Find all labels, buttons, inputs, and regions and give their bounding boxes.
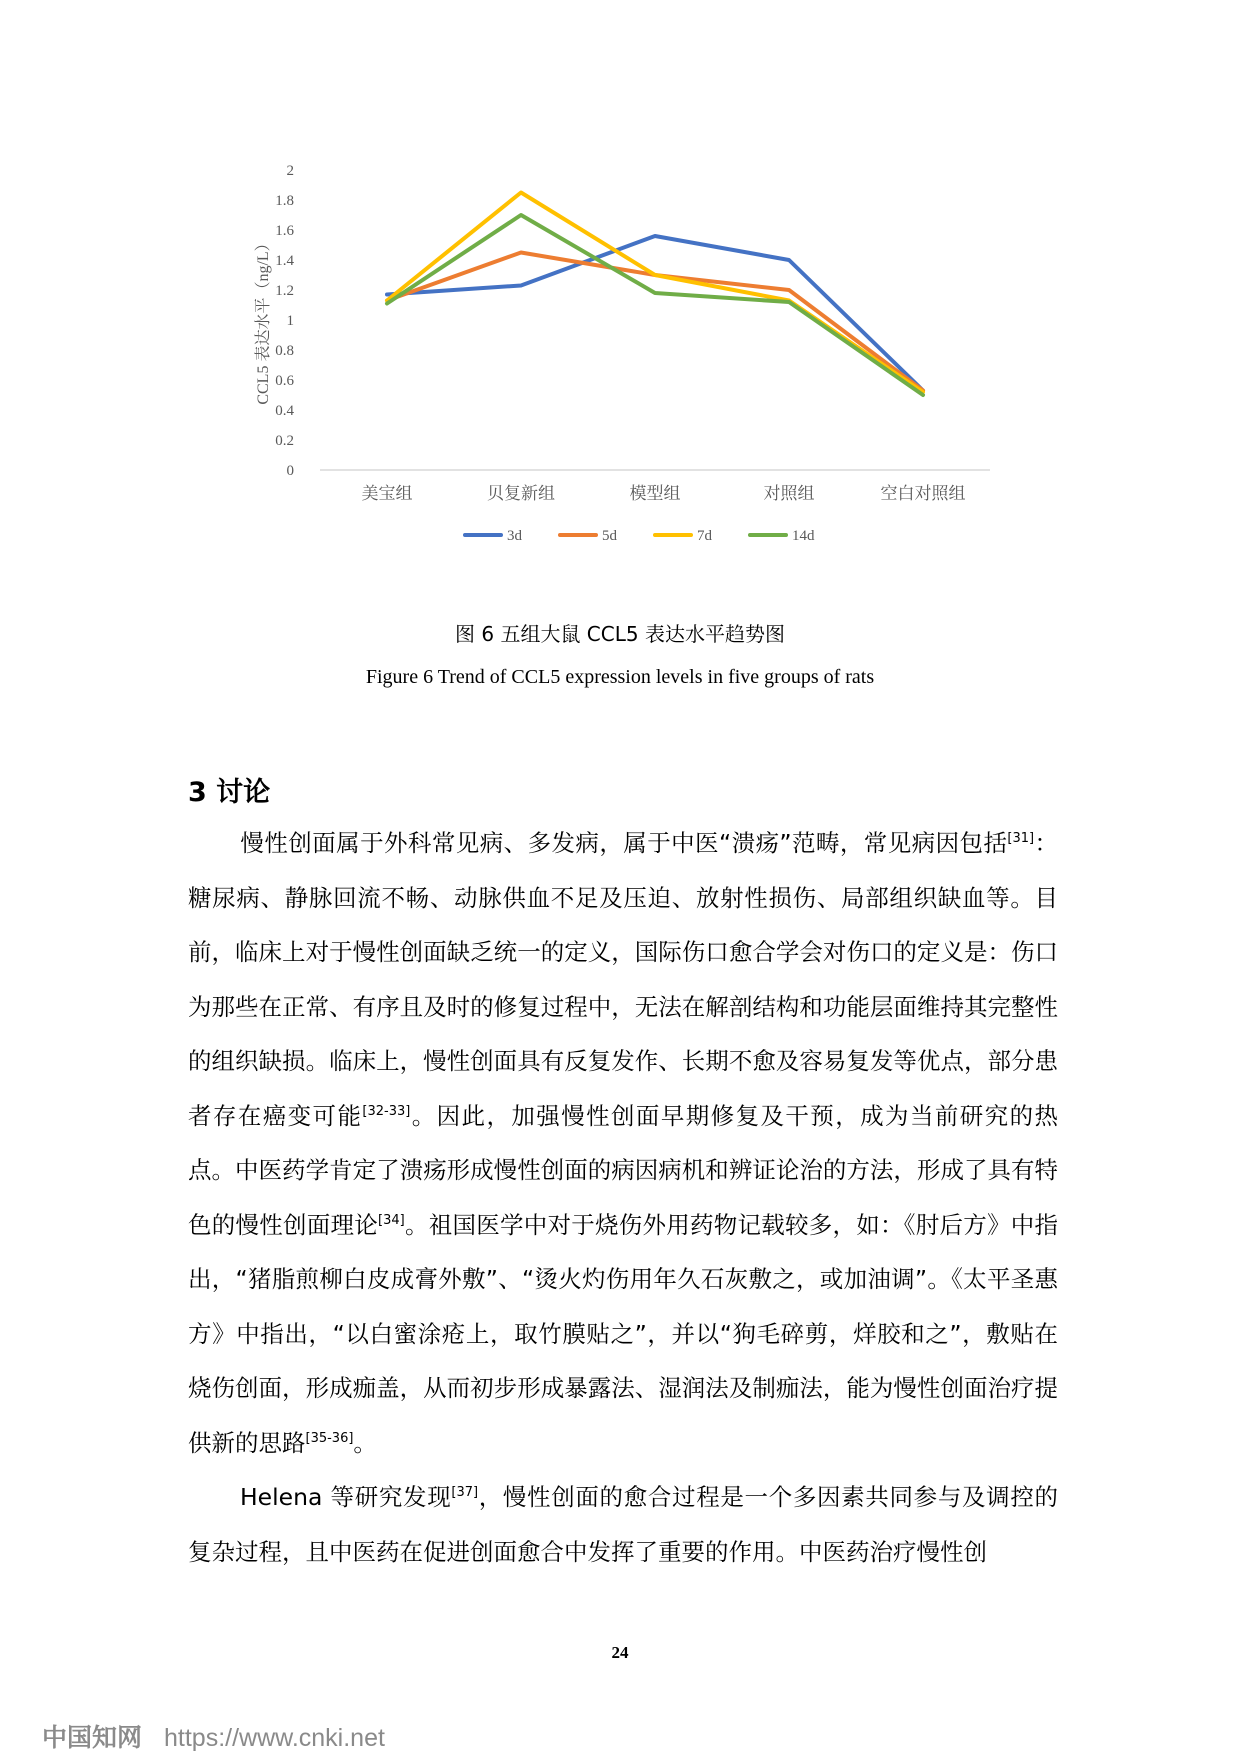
x-category-label: 模型组 [629,484,681,503]
y-tick-label: 2 [286,163,294,179]
x-axis-categories [362,484,966,503]
text-segment: 慢性创面属于外科常见病、多发病，属于中医“溃疡”范畴，常见病因包括 [240,829,1008,857]
legend-label: 7d [697,528,712,544]
text-segment: 。因此，加强慢性创面早期修复及干预，成为当前研究的热点。中医药学肯定了溃疡形成慢性创面的病因病机和辨证论治的方法，形成了具有特色的慢性创面理论 [188,1101,1059,1239]
y-axis-label: CCL5 表达水平（ng/L） [255,235,272,405]
x-category-label: 贝复新组 [487,484,555,503]
y-tick-label: 1 [286,313,294,329]
y-tick-label: 0.4 [275,403,294,419]
text-segment: ，慢性创面的愈合过程是一个多因素共同参与及调控的复杂过程，且中医药在促进创面愈合中发挥了重要的作用。中医药治疗慢性创 [188,1483,1058,1566]
legend-label: 14d [792,528,815,544]
y-tick-label: 1.4 [275,253,294,269]
citation-ref: [37] [451,1485,479,1501]
figure-caption-english: Figure 6 Trend of CCL5 expression levels in five groups of rats [365,666,875,688]
watermark-url: https://www.cnki.net [164,1724,385,1752]
y-tick-label: 0.2 [275,433,294,449]
line-chart [255,150,1020,605]
x-category-label: 空白对照组 [880,484,966,503]
text-segment: Helena 等研究发现 [240,1483,452,1511]
citation-ref: [35-36] [305,1430,354,1446]
y-tick-label: 1.6 [275,223,294,239]
citation-ref: [34] [378,1212,405,1228]
page-number: 24 [611,1643,629,1662]
legend-label: 5d [602,528,617,544]
cnki-watermark [42,1718,385,1754]
y-tick-label: 0 [286,463,294,479]
x-category-label: 美宝组 [361,484,413,503]
y-tick-label: 1.8 [275,193,294,209]
body-paragraph-2 [188,1470,1058,1579]
series-line-14d [387,215,923,395]
text-segment: ：糖尿病、静脉回流不畅、动脉供血不足及压迫、放射性损伤、局部组织缺血等。目前，临床上对于慢性创面缺乏统一的定义，国际伤口愈合学会对伤口的定义是：伤口为那些在正常、有序且及时的修复过程中，无法在解剖结构和功能层面维持其完整性的组织缺损。临床上，慢性创面具有反复发作、长期不愈及容易复发等优点，部分患者存在癌变可能 [188,829,1058,1130]
series-lines [387,193,923,396]
y-tick-label: 0.6 [275,373,294,389]
legend-label: 3d [507,528,522,544]
watermark-brand: 中国知网 [42,1724,143,1752]
chart-legend [465,528,815,544]
figure-caption-chinese: 图 6 五组大鼠 CCL5 表达水平趋势图 [455,622,785,646]
citation-ref: [31] [1007,831,1035,847]
y-axis-ticks [275,163,294,479]
x-category-label: 对照组 [763,484,815,503]
text-segment: 。祖国医学中对于烧伤外用药物记载较多，如：《肘后方》中指出，“猪脂煎柳白皮成膏外敷”、“烫火灼伤用年久石灰敷之，或加油调”。《太平圣惠方》中指出，“以白蜜涂疮上，取竹膜贴之”，并以“狗毛碎剪，烊胶和之”，敷贴在烧伤创面，形成痂盖，从而初步形成暴露法、湿润法及制痂法，能为慢性创面治疗提供新的思路 [188,1210,1059,1457]
y-tick-label: 0.8 [275,343,294,359]
text-segment: 。 [353,1428,377,1457]
citation-ref: [32-33] [362,1103,411,1119]
series-line-3d [387,236,923,391]
y-tick-label: 1.2 [275,283,294,299]
section-heading: 3 讨论 [188,777,271,808]
body-paragraph-1 [188,816,1058,1470]
